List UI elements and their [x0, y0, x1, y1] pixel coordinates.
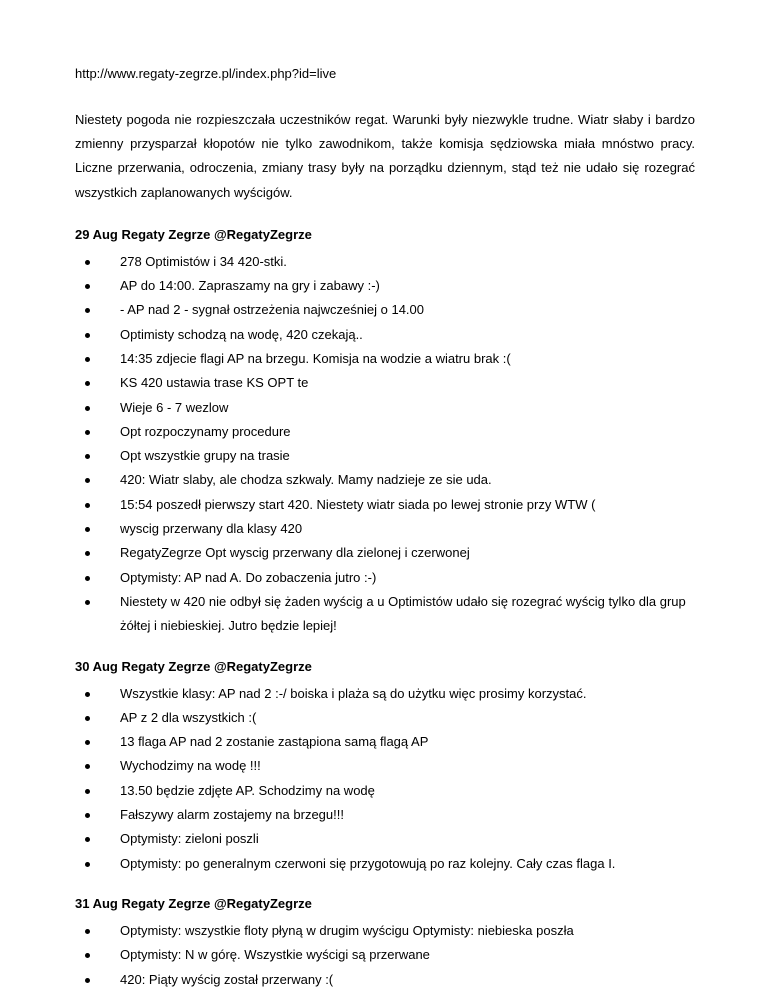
entry-text: Optymisty: wszystkie floty płyną w drugim wyścigu Optymisty: niebieska poszła: [120, 922, 574, 938]
bullet-icon: [85, 284, 90, 289]
list-item: [75, 371, 695, 395]
bullet-icon: [85, 406, 90, 411]
list-item: [75, 298, 695, 322]
bullet-icon: [85, 692, 90, 697]
entry-text: Wieje 6 - 7 wezlow: [120, 399, 229, 415]
source-url[interactable]: http://www.regaty-zegrze.pl/index.php?id=live: [75, 66, 337, 81]
bullet-icon: [85, 953, 90, 958]
bullet-icon: [85, 837, 90, 842]
bullet-icon: [85, 478, 90, 483]
bullet-icon: [85, 527, 90, 532]
bullet-icon: [85, 576, 90, 581]
day-heading: 29 Aug Regaty Zegrze @RegatyZegrze: [75, 226, 312, 242]
entry-text: 420: Piąty wyścig został przerwany :(: [120, 971, 334, 987]
day-section: [75, 894, 695, 992]
entry-text: 13.50 będzie zdjęte AP. Schodzimy na wodę: [120, 782, 375, 798]
list-item: [75, 347, 695, 371]
list-item: [75, 420, 695, 444]
entry-text: RegatyZegrze Opt wyscig przerwany dla zielonej i czerwonej: [120, 545, 470, 561]
entry-text: Opt wszystkie grupy na trasie: [120, 448, 290, 464]
entry-text: Optymisty: N w górę. Wszystkie wyścigi są przerwane: [120, 947, 430, 963]
list-item: [75, 396, 695, 420]
list-item: [75, 779, 695, 803]
entry-list: [75, 919, 695, 992]
bullet-icon: [85, 929, 90, 934]
entry-text: 13 flaga AP nad 2 zostanie zastąpiona samą flagą AP: [120, 734, 429, 750]
list-item: [75, 541, 695, 565]
entry-text: Niestety w 420 nie odbył się żaden wyścig a u Optimistów udało się rozegrać wyścig tylko dla grup żółtej i niebieskiej. Jutro będzie lepiej!: [120, 593, 686, 634]
bullet-icon: [85, 454, 90, 459]
bullet-icon: [85, 600, 90, 605]
bullet-icon: [85, 430, 90, 435]
entry-text: 278 Optimistów i 34 420-stki.: [120, 253, 287, 269]
list-item: [75, 493, 695, 517]
list-item: [75, 852, 695, 876]
list-item: [75, 919, 695, 943]
list-item: [75, 468, 695, 492]
list-item: [75, 943, 695, 967]
bullet-icon: [85, 260, 90, 265]
day-section: [75, 657, 695, 876]
list-item: [75, 968, 695, 992]
entry-text: 14:35 zdjecie flagi AP na brzegu. Komisja na wodzie a wiatru brak :(: [120, 351, 511, 366]
bullet-icon: [85, 381, 90, 386]
day-heading: 31 Aug Regaty Zegrze @RegatyZegrze: [75, 895, 312, 911]
day-heading: 30 Aug Regaty Zegrze @RegatyZegrze: [75, 658, 312, 674]
entry-text: KS 420 ustawia trase KS OPT te: [120, 375, 309, 391]
bullet-icon: [85, 333, 90, 338]
entry-text: Opt rozpoczynamy procedure: [120, 423, 291, 439]
document-page: [75, 64, 695, 992]
entry-text: AP do 14:00. Zapraszamy na gry i zabawy :-): [120, 278, 380, 294]
list-item: [75, 250, 695, 274]
bullet-icon: [85, 862, 90, 867]
day-list: [75, 225, 695, 992]
list-item: [75, 730, 695, 754]
entry-list: [75, 250, 695, 639]
entry-text: Optimisty schodzą na wodę, 420 czekają..: [120, 326, 363, 342]
list-item: [75, 274, 695, 298]
list-item: [75, 754, 695, 778]
list-item: [75, 706, 695, 730]
list-item: [75, 682, 695, 706]
day-section: [75, 225, 695, 639]
entry-text: Optymisty: AP nad A. Do zobaczenia jutro :-): [120, 569, 377, 585]
bullet-icon: [85, 764, 90, 769]
list-item: [75, 444, 695, 468]
entry-list: [75, 682, 695, 876]
entry-text: AP z 2 dla wszystkich :(: [120, 709, 257, 725]
bullet-icon: [85, 978, 90, 983]
entry-text: Optymisty: po generalnym czerwoni się przygotowują po raz kolejny. Cały czas flaga I.: [120, 855, 616, 871]
entry-text: 420: Wiatr slaby, ale chodza szkwaly. Mamy nadzieje ze sie uda.: [120, 472, 492, 488]
entry-text: - AP nad 2 - sygnał ostrzeżenia najwcześniej o 14.00: [120, 302, 424, 318]
bullet-icon: [85, 740, 90, 745]
list-item: [75, 566, 695, 590]
list-item: [75, 803, 695, 827]
bullet-icon: [85, 503, 90, 508]
entry-text: wyscig przerwany dla klasy 420: [120, 521, 303, 537]
list-item: [75, 323, 695, 347]
entry-text: Wszystkie klasy: AP nad 2 :-/ boiska i plaża są do użytku więc prosimy korzystać.: [120, 685, 587, 701]
list-item: [75, 827, 695, 851]
bullet-icon: [85, 308, 90, 313]
bullet-icon: [85, 716, 90, 721]
bullet-icon: [85, 357, 90, 362]
list-item: [75, 517, 695, 541]
entry-text: Wychodzimy na wodę !!!: [120, 758, 261, 774]
list-item: [75, 590, 695, 639]
bullet-icon: [85, 789, 90, 794]
entry-text: 15:54 poszedł pierwszy start 420. Niestety wiatr siada po lewej stronie przy WTW (: [120, 496, 596, 512]
entry-text: Optymisty: zieloni poszli: [120, 831, 259, 847]
intro-paragraph: Niestety pogoda nie rozpieszczała uczestników regat. Warunki były niezwykle trudne. Wiatr słaby i bardzo zmienny przysparzał kłopotów nie tylko zawodnikom, także komisja sędziowska miała mnóstwo pracy. Liczne przerwania, odroczenia, zmiany trasy były na porządku dziennym, stąd też nie udało się rozegrać wszystkich zaplanowanych wyścigów.: [75, 112, 695, 200]
entry-text: Fałszywy alarm zostajemy na brzegu!!!: [120, 807, 344, 823]
bullet-icon: [85, 551, 90, 556]
bullet-icon: [85, 813, 90, 818]
